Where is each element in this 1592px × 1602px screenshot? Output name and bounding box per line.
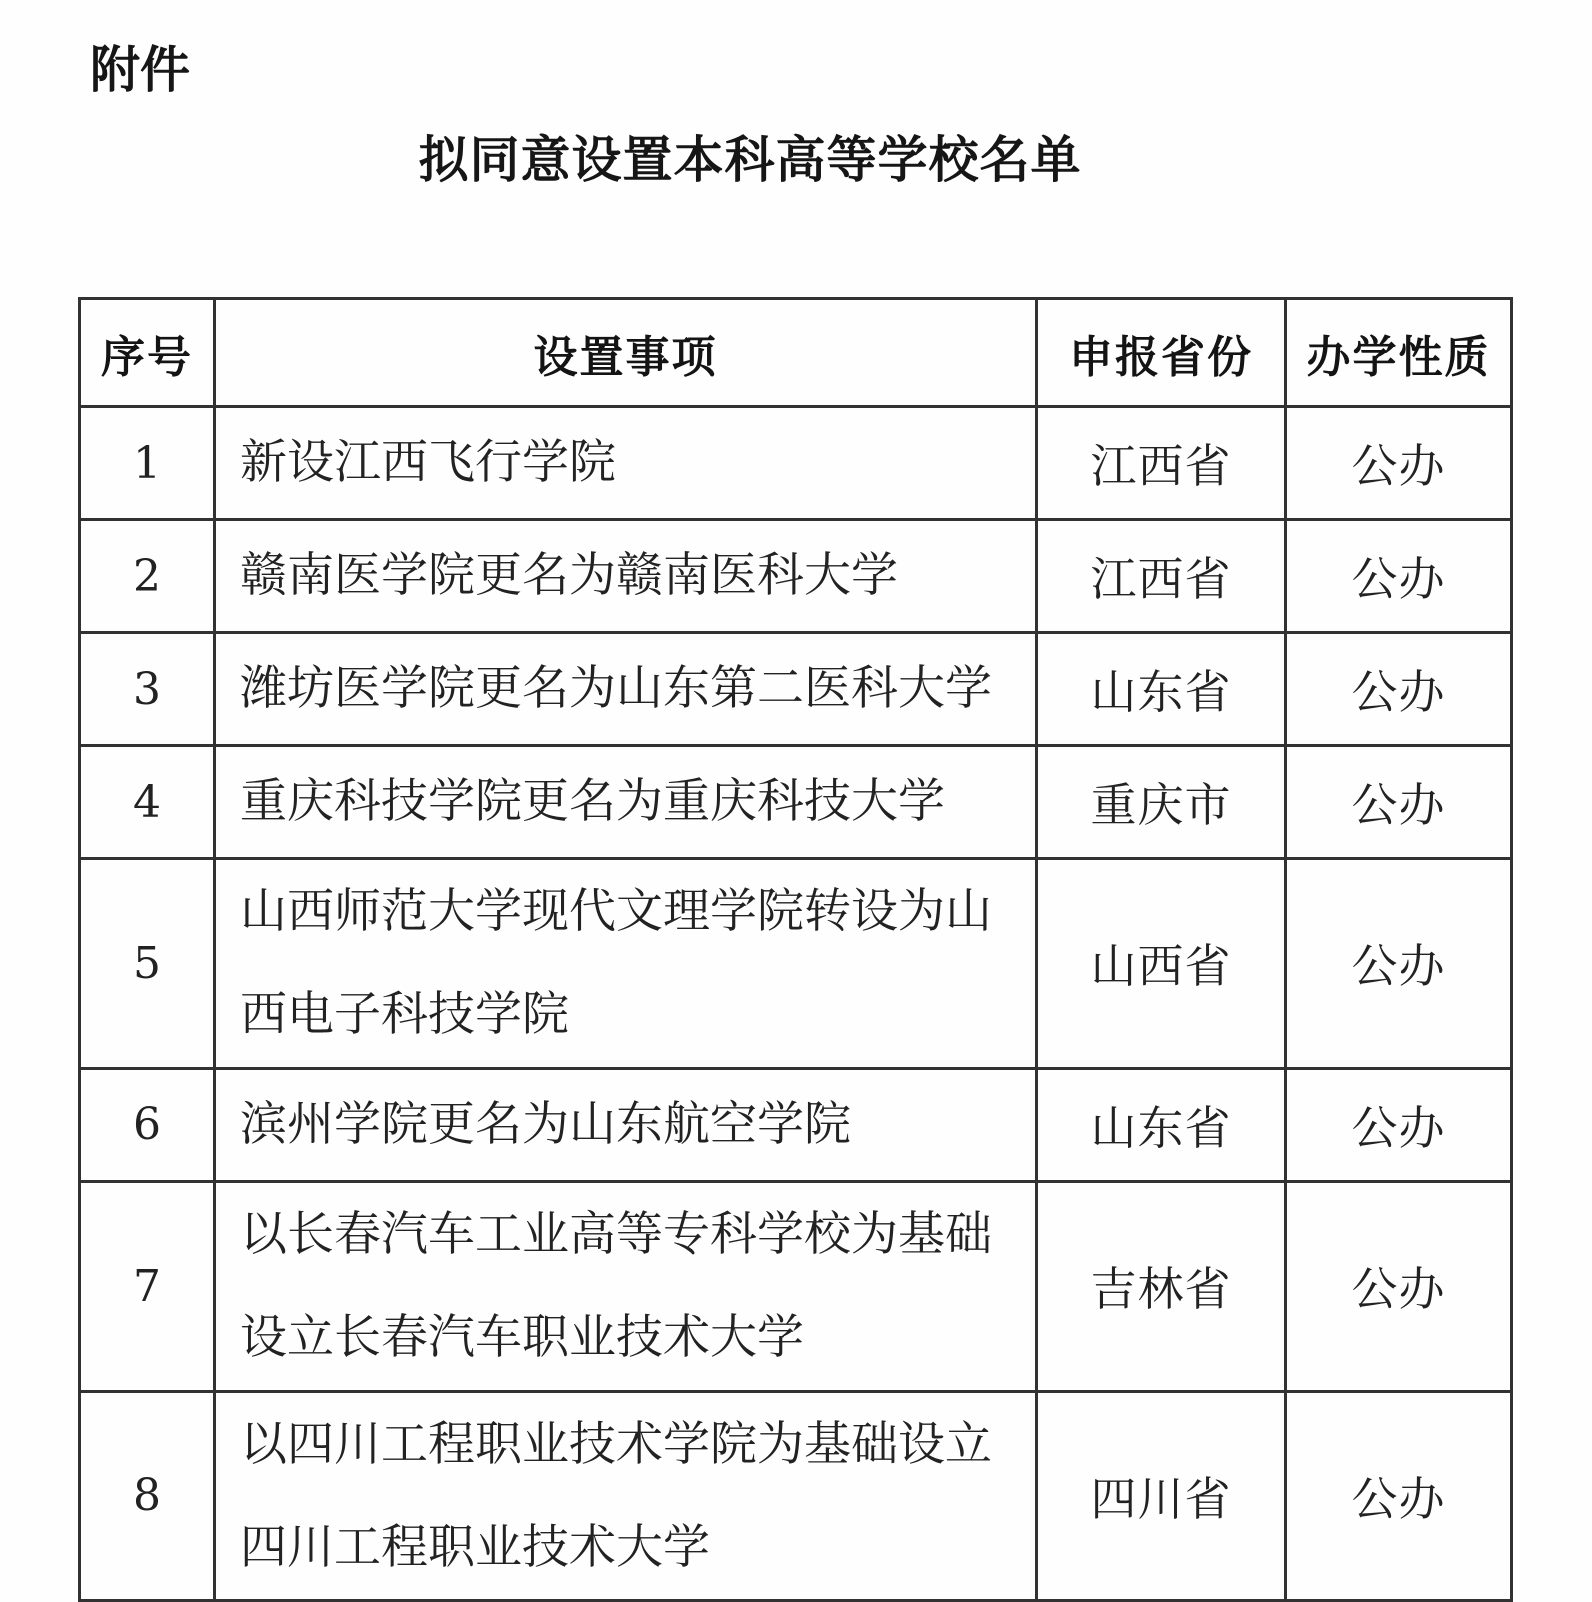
- row-nature: 公办: [1286, 1391, 1512, 1601]
- row-province: 吉林省: [1037, 1181, 1286, 1391]
- row-province: 四川省: [1037, 1391, 1286, 1601]
- approved-schools-table: [78, 297, 1513, 1602]
- row-nature: 公办: [1286, 407, 1512, 520]
- col-header-nature: 办学性质: [1286, 299, 1512, 407]
- row-province: 山东省: [1037, 1068, 1286, 1181]
- row-nature: 公办: [1286, 1068, 1512, 1181]
- table-row: [80, 633, 1512, 746]
- table-row: [80, 746, 1512, 859]
- table-row: [80, 1068, 1512, 1181]
- row-index: 6: [80, 1068, 215, 1181]
- row-province: 山东省: [1037, 633, 1286, 746]
- col-header-item: 设置事项: [215, 299, 1037, 407]
- row-index: 1: [80, 407, 215, 520]
- table-row: [80, 520, 1512, 633]
- row-index: 2: [80, 520, 215, 633]
- row-item: 山西师范大学现代文理学院转设为山西电子科技学院: [215, 859, 1037, 1069]
- attachment-label: 附件: [90, 42, 190, 98]
- table-row: [80, 1181, 1512, 1391]
- row-province: 江西省: [1037, 520, 1286, 633]
- row-index: 3: [80, 633, 215, 746]
- row-index: 8: [80, 1391, 215, 1601]
- table-row: [80, 859, 1512, 1069]
- row-nature: 公办: [1286, 1181, 1512, 1391]
- page-title: 拟同意设置本科高等学校名单: [418, 132, 1082, 188]
- table-body: [80, 407, 1512, 1601]
- col-header-province: 申报省份: [1037, 299, 1286, 407]
- row-item: 以长春汽车工业高等专科学校为基础设立长春汽车职业技术大学: [215, 1181, 1037, 1391]
- table-header: [80, 299, 1512, 407]
- table-row: [80, 407, 1512, 520]
- row-item: 滨州学院更名为山东航空学院: [215, 1068, 1037, 1181]
- row-index: 7: [80, 1181, 215, 1391]
- row-province: 山西省: [1037, 859, 1286, 1069]
- row-province: 重庆市: [1037, 746, 1286, 859]
- table-row: [80, 1391, 1512, 1601]
- row-index: 4: [80, 746, 215, 859]
- row-item: 赣南医学院更名为赣南医科大学: [215, 520, 1037, 633]
- row-item: 新设江西飞行学院: [215, 407, 1037, 520]
- row-nature: 公办: [1286, 633, 1512, 746]
- row-province: 江西省: [1037, 407, 1286, 520]
- row-item: 重庆科技学院更名为重庆科技大学: [215, 746, 1037, 859]
- header-row: [80, 299, 1512, 407]
- row-item: 以四川工程职业技术学院为基础设立四川工程职业技术大学: [215, 1391, 1037, 1601]
- row-index: 5: [80, 859, 215, 1069]
- row-item: 潍坊医学院更名为山东第二医科大学: [215, 633, 1037, 746]
- col-header-index: 序号: [80, 299, 215, 407]
- row-nature: 公办: [1286, 859, 1512, 1069]
- row-nature: 公办: [1286, 520, 1512, 633]
- row-nature: 公办: [1286, 746, 1512, 859]
